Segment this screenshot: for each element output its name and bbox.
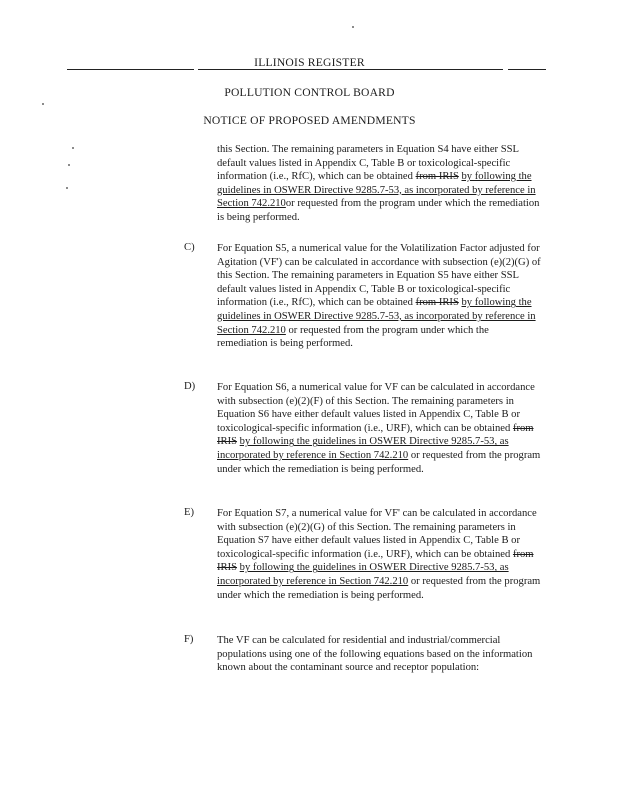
text-run: or requested from the program under which the remediation is being performed.	[217, 324, 489, 350]
text-run: or requested from the program under which the remediation is being performed.	[217, 575, 541, 601]
inserted-text: by following the guidelines in OSWER Directive 9285.7-53, as incorporated by reference in Section 742.210	[217, 171, 536, 210]
text-run: For Equation S6, a numerical value for VF can be calculated in accordance with subsection (e)(2)(F) of this Section. The remaining parameters in Equation S6 have either default values listed in Appendix C, Table B or toxicological-specific information (i.e., URF), which can be obtained	[217, 382, 535, 434]
inserted-text: by following the guidelines in OSWER Directive 9285.7-53, as incorporated by reference in Section 742.210	[217, 562, 509, 587]
item-paragraph-d	[217, 381, 541, 476]
header-rule-left	[67, 69, 194, 70]
text-run: For Equation S7, a numerical value for VF' can be calculated in accordance with subsection (e)(2)(G) of this Section. The remaining parameters in Equation S7 have either default values listed in Appendix C, Table B or toxicological-specific information (i.e., URF), which can be obtained	[217, 508, 537, 560]
scan-speck	[42, 103, 44, 105]
header-rule-center	[198, 69, 503, 70]
text-run: or requested from the program under which the remediation is being performed.	[217, 198, 540, 223]
struck-text: from IRIS	[415, 297, 459, 309]
item-label-e: E)	[184, 507, 194, 518]
scan-speck	[352, 26, 354, 28]
scan-speck	[66, 187, 68, 189]
item-label-f: F)	[184, 634, 194, 645]
struck-text: from IRIS	[217, 548, 534, 574]
text-run: For Equation S5, a numerical value for the Volatilization Factor adjusted for Agitation (VF') can be calculated in accordance with subsection (e)(2)(G) of this Section. The remaining parameters in Equation S5 have either SSL default values listed in Appendix C, Table B or toxicological-specific information (i.e., RfC), which can be obtained	[217, 243, 541, 309]
intro-paragraph	[217, 143, 541, 225]
notice-title: NOTICE OF PROPOSED AMENDMENTS	[203, 114, 416, 127]
header-rule-right	[508, 69, 546, 70]
text-run: or requested from the program under which the remediation is being performed.	[217, 449, 541, 475]
inserted-text: by following the guidelines in OSWER Directive 9285.7-53, as incorporated by reference in Section 742.210	[217, 436, 509, 461]
register-title: ILLINOIS REGISTER	[254, 56, 365, 69]
item-paragraph-c	[217, 242, 541, 351]
text-run: this Section. The remaining parameters in Equation S4 have either SSL default values listed in Appendix C, Table B or toxicological-specific information (i.e., RfC), which can be obtained	[217, 144, 519, 183]
board-title: POLLUTION CONTROL BOARD	[224, 86, 395, 99]
scan-speck	[68, 164, 70, 166]
item-paragraph-e	[217, 507, 541, 602]
scan-speck	[72, 147, 74, 149]
item-label-d: D)	[184, 381, 196, 392]
text-run: The VF can be calculated for residential and industrial/commercial populations using one of the following equations based on the information known about the contaminant source and receptor population:	[217, 635, 533, 674]
item-label-c: C)	[184, 242, 195, 253]
struck-text: from IRIS	[217, 422, 534, 448]
inserted-text: by following the guidelines in OSWER Directive 9285.7-53, as incorporated by reference in Section 742.210	[217, 297, 536, 336]
item-paragraph-f	[217, 634, 541, 675]
struck-text: from IRIS	[415, 171, 459, 183]
